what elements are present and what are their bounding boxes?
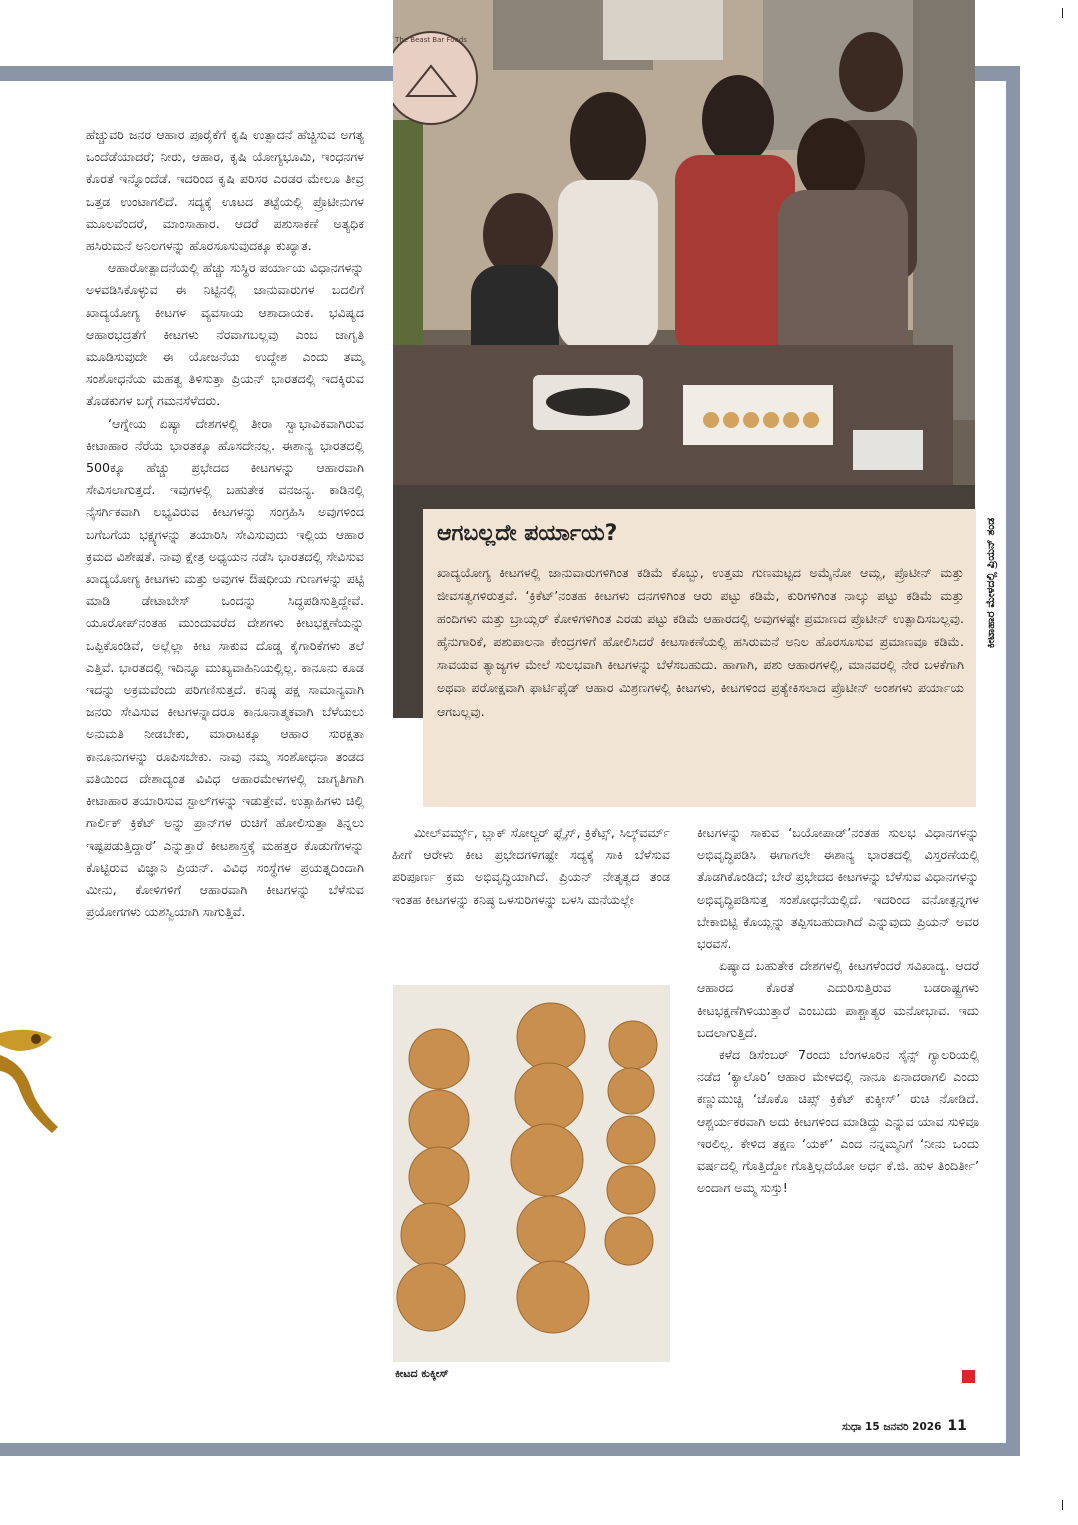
sidebar-heading: ಆಗಬಲ್ಲದೇ ಪರ್ಯಾಯ?: [437, 521, 618, 546]
article-paragraph: ಆಹಾರೋತ್ಪಾದನೆಯಲ್ಲಿ ಹೆಚ್ಚು ಸುಸ್ಥಿರ ಪರ್ಯಾಯ ವಿಧಾನಗಳನ್ನು ಅಳವಡಿಸಿಕೊಳ್ಳುವ ಈ ನಿಟ್ಟಿನಲ್ಲಿ ಜಾನುವಾರುಗಳ ಬದಲಿಗೆ ಖಾದ್ಯಯೋಗ್ಯ ಕೀಟಗಳ ವ್ಯವಸಾಯ ಆಶಾದಾಯಕ. ಭವಿಷ್ಯದ ಆಹಾರಭದ್ರತೆಗೆ ಕೀಟಗಳು ನೆರವಾಗಬಲ್ಲವು ಎಂಬ ಜಾಗೃತಿ ಮೂಡಿಸುವುದೇ ಈ ಯೋಜನೆಯ ಉದ್ದೇಶ ಎಂದು ತಮ್ಮ ಸಂಶೋಧನೆಯ ಮಹತ್ವ ತಿಳಿಸುತ್ತಾ ಪ್ರಿಯನ್ ಭಾರತದಲ್ಲಿ ಇದಕ್ಕಿರುವ ತೊಡಕುಗಳ ಬಗ್ಗೆ ಗಮನಸೆಳೆದರು.: [86, 260, 364, 409]
page-number: 11: [947, 1418, 967, 1434]
page-footer: [842, 1418, 967, 1434]
magazine-date: ಸುಧಾ 15 ಜನವರಿ 2026: [842, 1421, 942, 1433]
cookies-caption: ಕೀಟದ ಕುಕ್ಕೀಸ್: [395, 1367, 449, 1380]
article-left-column: [86, 124, 364, 923]
article-paragraph: ಮೀಲ್‌ವರ್ಮ್ಸ್, ಬ್ಲಾಕ್ ಸೋಲ್ಜರ್ ಫ್ಲೈಸ್, ಕ್ರಿಕೆಟ್ಸ್, ಸಿಲ್ಕ್‌ವರ್ಮ್ ಹೀಗೆ ಆರೇಳು ಕೀಟ ಪ್ರಭೇದಗಳಿಗಷ್ಟೇ ಸದ್ಯಕ್ಕೆ ಸಾಕಿ ಬೆಳೆಸುವ ಪರಿಪೂರ್ಣ ಕ್ರಮ ಅಭಿವೃದ್ಧಿಯಾಗಿದೆ. ಪ್ರಿಯನ್ ನೇತೃತ್ವದ ತಂಡ ಇಂತಹ ಕೀಟಗಳನ್ನು ಕನಿಷ್ಠ ಒಳಸುರಿಗಳನ್ನು ಬಳಸಿ ಮನೆಯಲ್ಲೇ: [392, 825, 670, 907]
frame-top-bar: [0, 66, 393, 81]
article-paragraph: ಏಷ್ಯಾದ ಬಹುತೇಕ ದೇಶಗಳಲ್ಲಿ ಕೀಟಗಳೆಂದರೆ ಸವಿಖಾದ್ಯ. ಆದರೆ ಆಹಾರದ ಕೊರತೆ ಎದುರಿಸುತ್ತಿರುವ ಬಡರಾಷ್ಟ್ರಗಳು ಕೀಟಭಕ್ಷಣೆಗಿಳಿಯುತ್ತಾರೆ ಎಂಬುದು ಪಾಶ್ಚಾತ್ಯರ ಮನೋಭಾವ. ಇದು ಬದಲಾಗುತ್ತಿದೆ.: [697, 958, 979, 1040]
stall-sign: The Beast Bar Foods: [395, 36, 467, 44]
article-right-column: [697, 822, 979, 1199]
cookies-photo: [393, 985, 670, 1362]
article-paragraph: ಕೀಟಗಳನ್ನು ಸಾಕುವ ‘ಬಯೋಪಾಡ್’ನಂತಹ ಸುಲಭ ವಿಧಾನಗಳನ್ನು ಅಭಿವೃದ್ಧಿಪಡಿಸಿ ಈಗಾಗಲೇ ಈಶಾನ್ಯ ಭಾರತದಲ್ಲಿ ವಿಸ್ತರಣೆಯಲ್ಲಿ ತೊಡಗಿಕೊಂಡಿದೆ; ಬೇರೆ ಪ್ರಭೇದದ ಕೀಟಗಳನ್ನು ಬೆಳೆಸುವ ವಿಧಾನಗಳನ್ನು ಅಭಿವೃದ್ಧಿಪಡಿಸುತ್ತ ಸಂಶೋಧನೆಯಲ್ಲಿದೆ. ಇದರಿಂದ ವನೋತ್ಪನ್ನಗಳ ಬೇಕಾಬಿಟ್ಟಿ ಕೊಯ್ಲನ್ನು ತಪ್ಪಿಸಬಹುದಾಗಿದೆ ಎನ್ನುವುದು ಪ್ರಿಯನ್ ಅವರ ಭರವಸೆ.: [697, 825, 979, 952]
frame-bottom-bar: [0, 1443, 1020, 1456]
frame-right-bar: [1006, 66, 1020, 1456]
article-middle-column: [392, 822, 670, 911]
insect-illustration: [0, 1015, 60, 1145]
photo-credit: ಕೀಟಾಹಾರ ಮೇಳದಲ್ಲಿ ಪ್ರಿಯನ್ ತಂಡ: [984, 517, 997, 649]
end-marker: [962, 1370, 975, 1383]
article-paragraph: ಹೆಚ್ಚುವರಿ ಜನರ ಆಹಾರ ಪೂರೈಕೆಗೆ ಕೃಷಿ ಉತ್ಪಾದನೆ ಹೆಚ್ಚಿಸುವ ಅಗತ್ಯ ಒಂದೆಡೆಯಾದರೆ; ನೀರು, ಆಹಾರ, ಕೃಷಿ ಯೋಗ್ಯಭೂಮಿ, ಇಂಧನಗಳ ಕೊರತೆ ಇನ್ನೊಂದೆಡೆ. ಇದರಿಂದ ಕೃಷಿ ಪರಿಸರ ಎರಡರ ಮೇಲೂ ತೀವ್ರ ಒತ್ತಡ ಉಂಟಾಗಲಿದೆ. ಸದ್ಯಕ್ಕೆ ಊಟದ ತಟ್ಟೆಯಲ್ಲಿ ಪ್ರೊಟೀನುಗಳ ಮೂಲವೆಂದರೆ, ಮಾಂಸಾಹಾರ. ಆದರೆ ಪಶುಸಾಕಣೆ ಅತ್ಯಧಿಕ ಹಸಿರುಮನೆ ಅನಿಲಗಳನ್ನು ಹೊರಸೂಸುವುದಕ್ಕೂ ಕುಖ್ಯಾತ.: [86, 127, 364, 254]
sidebar-body: ಖಾದ್ಯಯೋಗ್ಯ ಕೀಟಗಳಲ್ಲಿ ಜಾನುವಾರುಗಳಿಗಿಂತ ಕಡಿಮೆ ಕೊಬ್ಬು, ಉತ್ತಮ ಗುಣಮಟ್ಟದ ಅಮೈನೋ ಆಮ್ಲ, ಪ್ರೊಟೀನ್ ಮತ್ತು ಜೀವಸತ್ವಗಳಿರುತ್ತವೆ. ‘ಕ್ರಿಕೆಟ್’ನಂತಹ ಕೀಟಗಳು ದನಗಳಿಗಿಂತ ಆರು ಪಟ್ಟು ಕಡಿಮೆ, ಕುರಿಗಳಿಗಿಂತ ನಾಲ್ಕು ಪಟ್ಟು ಕಡಿಮೆ ಮತ್ತು ಹಂದಿಗಳು ಮತ್ತು ಬ್ರಾಯ್ಲರ್ ಕೋಳಿಗಳಿಗಿಂತ ಎರಡು ಪಟ್ಟು ಕಡಿಮೆ ಆಹಾರದಲ್ಲಿ ಅವುಗಳಷ್ಟೇ ಪ್ರಮಾಣದ ಪ್ರೊಟೀನ್ ಉತ್ಪಾದಿಸಬಲ್ಲವು. ಹೈನುಗಾರಿಕೆ, ಪಶುಪಾಲನಾ ಕೇಂದ್ರಗಳಿಗೆ ಹೋಲಿಸಿದರೆ ಕೀಟಸಾಕಣೆಯಲ್ಲಿ ಹಸಿರುಮನೆ ಅನಿಲ ಹೊರಸೂಸುವ ಪ್ರಮಾಣವೂ ಕಡಿಮೆ. ಸಾವಯವ ತ್ಯಾಜ್ಯಗಳ ಮೇಲೆ ಸುಲಭವಾಗಿ ಕೀಟಗಳನ್ನು ಬೆಳೆಸಬಹುದು. ಹಾಗಾಗಿ, ಪಶು ಆಹಾರಗಳಲ್ಲಿ, ಮಾನವರಲ್ಲಿ ನೇರ ಬಳಕೆಗಾಗಿ ಅಥವಾ ಪರೋಕ್ಷವಾಗಿ ಫಾರ್ಟಿಫೈಡ್ ಆಹಾರ ಮಿಶ್ರಣಗಳಲ್ಲಿ ಕೀಟಗಳು, ಕೀಟಗಳಿಂದ ಪ್ರತ್ಯೇಕಿಸಲಾದ ಪ್ರೊಟೀನ್ ಅಂಶಗಳು ಪರ್ಯಾಯ ಆಗಬಲ್ಲವು.: [437, 565, 964, 719]
sidebar-box: [423, 509, 976, 807]
article-paragraph: ಕಳೆದ ಡಿಸೆಂಬರ್ 7ರಂದು ಬೆಂಗಳೂರಿನ ಸೈನ್ಸ್ ಗ್ಯಾಲರಿಯಲ್ಲಿ ನಡೆದ ‘ಕ್ಯಾಲೊರಿ’ ಆಹಾರ ಮೇಳದಲ್ಲಿ ನಾನೂ ಏನಾದರಾಗಲಿ ಎಂದು ಕಣ್ಣುಮುಚ್ಚಿ ‘ಚೊಕೊ ಚಿಪ್ಸ್ ಕ್ರಿಕೆಟ್ ಕುಕ್ಕೀಸ್’ ರುಚಿ ನೋಡಿದೆ. ಆಶ್ಚರ್ಯಕರವಾಗಿ ಅದು ಕೀಟಗಳಿಂದ ಮಾಡಿದ್ದು ಎನ್ನುವ ಯಾವ ಸುಳಿವೂ ಇರಲಿಲ್ಲ. ಕೇಳಿದ ತಕ್ಷಣ ‘ಯಕ್’ ಎಂದ ನನ್ನಮ್ಮನಿಗೆ ‘ನೀನು ಒಂದು ವರ್ಷದಲ್ಲಿ ಗೊತ್ತಿದ್ದೋ ಗೊತ್ತಿಲ್ಲದೆಯೋ ಅರ್ಧ ಕೆ.ಜಿ. ಹುಳ ತಿಂದಿರ್ತೀ’ ಅಂದಾಗ ಅಮ್ಮ ಸುಸ್ತು!: [697, 1047, 979, 1196]
article-paragraph: ‘ಆಗ್ನೇಯ ಏಷ್ಯಾ ದೇಶಗಳಲ್ಲಿ ತೀರಾ ಸ್ವಾಭಾವಿಕವಾಗಿರುವ ಕೀಟಾಹಾರ ನೆರೆಯ ಭಾರತಕ್ಕೂ ಹೊಸದೇನಲ್ಲ. ಈಶಾನ್ಯ ಭಾರತದಲ್ಲಿ 500ಕ್ಕೂ ಹೆಚ್ಚು ಪ್ರಭೇದದ ಕೀಟಗಳನ್ನು ಆಹಾರವಾಗಿ ಸೇವಿಸಲಾಗುತ್ತದೆ. ಇವುಗಳಲ್ಲಿ ಬಹುತೇಕ ವನಜನ್ಯ. ಕಾಡಿನಲ್ಲಿ ನೈಸರ್ಗಿಕವಾಗಿ ಲಭ್ಯವಿರುವ ಕೀಟಗಳನ್ನು ಸಂಗ್ರಹಿಸಿ ಅವುಗಳಿಂದ ಬಗೆಬಗೆಯ ಭಕ್ಷ್ಯಗಳನ್ನು ತಯಾರಿಸಿ ಸೇವಿಸುವುದು ಇಲ್ಲಿಯ ಆಹಾರ ಕ್ರಮದ ವಿಶೇಷತೆ. ನಾವು ಕ್ಷೇತ್ರ ಅಧ್ಯಯನ ನಡೆಸಿ ಭಾರತದಲ್ಲಿ ಸೇವಿಸುವ ಖಾದ್ಯಯೋಗ್ಯ ಕೀಟಗಳು ಮತ್ತು ಅವುಗಳ ಔಷಧೀಯ ಗುಣಗಳನ್ನು ಪಟ್ಟಿ ಮಾಡಿ ಡೇಟಾಬೇಸ್ ಒಂದನ್ನು ಸಿದ್ಧಪಡಿಸುತ್ತಿದ್ದೇವೆ. ಯೂರೋಪ್‌ನಂತಹ ಮುಂದುವರೆದ ದೇಶಗಳು ಕೀಟಭಕ್ಷಣೆಯನ್ನು ಒಪ್ಪಿಕೊಂಡಿವೆ, ಅಲ್ಲೆಲ್ಲಾ ಕೀಟ ಸಾಕುವ ದೊಡ್ಡ ಕೈಗಾರಿಕೆಗಳು ತಲೆ ಎತ್ತಿವೆ. ಭಾರತದಲ್ಲಿ ಇದಿನ್ನೂ ಮುಖ್ಯವಾಹಿನಿಯಲ್ಲಿಲ್ಲ. ಕಾನೂನು ಕೂಡ ಇದನ್ನು ಅಕ್ರಮವೆಂದು ಪರಿಗಣಿಸುತ್ತದೆ. ಕನಿಷ್ಠ ಪಕ್ಷ ಸಾಮಾನ್ಯವಾಗಿ ಜನರು ಸೇವಿಸುವ ಕೀಟಗಳನ್ನಾದರೂ ಕಾನೂನಾತ್ಮಕವಾಗಿ ಬೆಳೆಯಲು ಅನುಮತಿ ನೀಡಬೇಕು, ಮಾರಾಟಕ್ಕೂ ಆಹಾರ ಸುರಕ್ಷತಾ ಕಾನೂನುಗಳನ್ನು ರೂಪಿಸಬೇಕು. ನಾವು ನಮ್ಮ ಸಂಶೋಧನಾ ತಂಡದ ವತಿಯಿಂದ ದೇಶಾದ್ಯಂತ ವಿವಿಧ ಆಹಾರಮೇಳಗಳಲ್ಲಿ ಜಾಗೃತಿಗಾಗಿ ಕೀಟಾಹಾರ ತಯಾರಿಸುವ ಸ್ಟಾಲ್‌ಗಳನ್ನು ಇಡುತ್ತೇವೆ. ಉತ್ಸಾಹಿಗಳು ಚಿಲ್ಲಿ ಗಾರ್ಲಿಕ್ ಕ್ರಿಕೆಟ್ ಅನ್ನು ಪ್ರಾನ್‌ಗಳ ರುಚಿಗೆ ಹೋಲಿಸುತ್ತಾ ತಿನ್ನಲು ಇಷ್ಟಪಡುತ್ತಿದ್ದಾರೆ’ ಎನ್ನುತ್ತಾರೆ ಕೀಟಶಾಸ್ತ್ರಕ್ಕೆ ಮಹತ್ತರ ಕೊಡುಗೆಗಳನ್ನು ಕೊಟ್ಟಿರುವ ವಿಜ್ಞಾನಿ ಪ್ರಿಯನ್. ವಿವಿಧ ಸಂಸ್ಥೆಗಳ ಪ್ರಯತ್ನದಿಂದಾಗಿ ಮೀನು, ಕೋಳಿಗಳಿಗೆ ಆಹಾರವಾಗಿ ಕೀಟಗಳನ್ನು ಬೆಳೆಸುವ ಪ್ರಯೋಗಗಳು ಯಶಸ್ವಿಯಾಗಿ ಸಾಗುತ್ತಿವೆ.: [86, 415, 364, 920]
